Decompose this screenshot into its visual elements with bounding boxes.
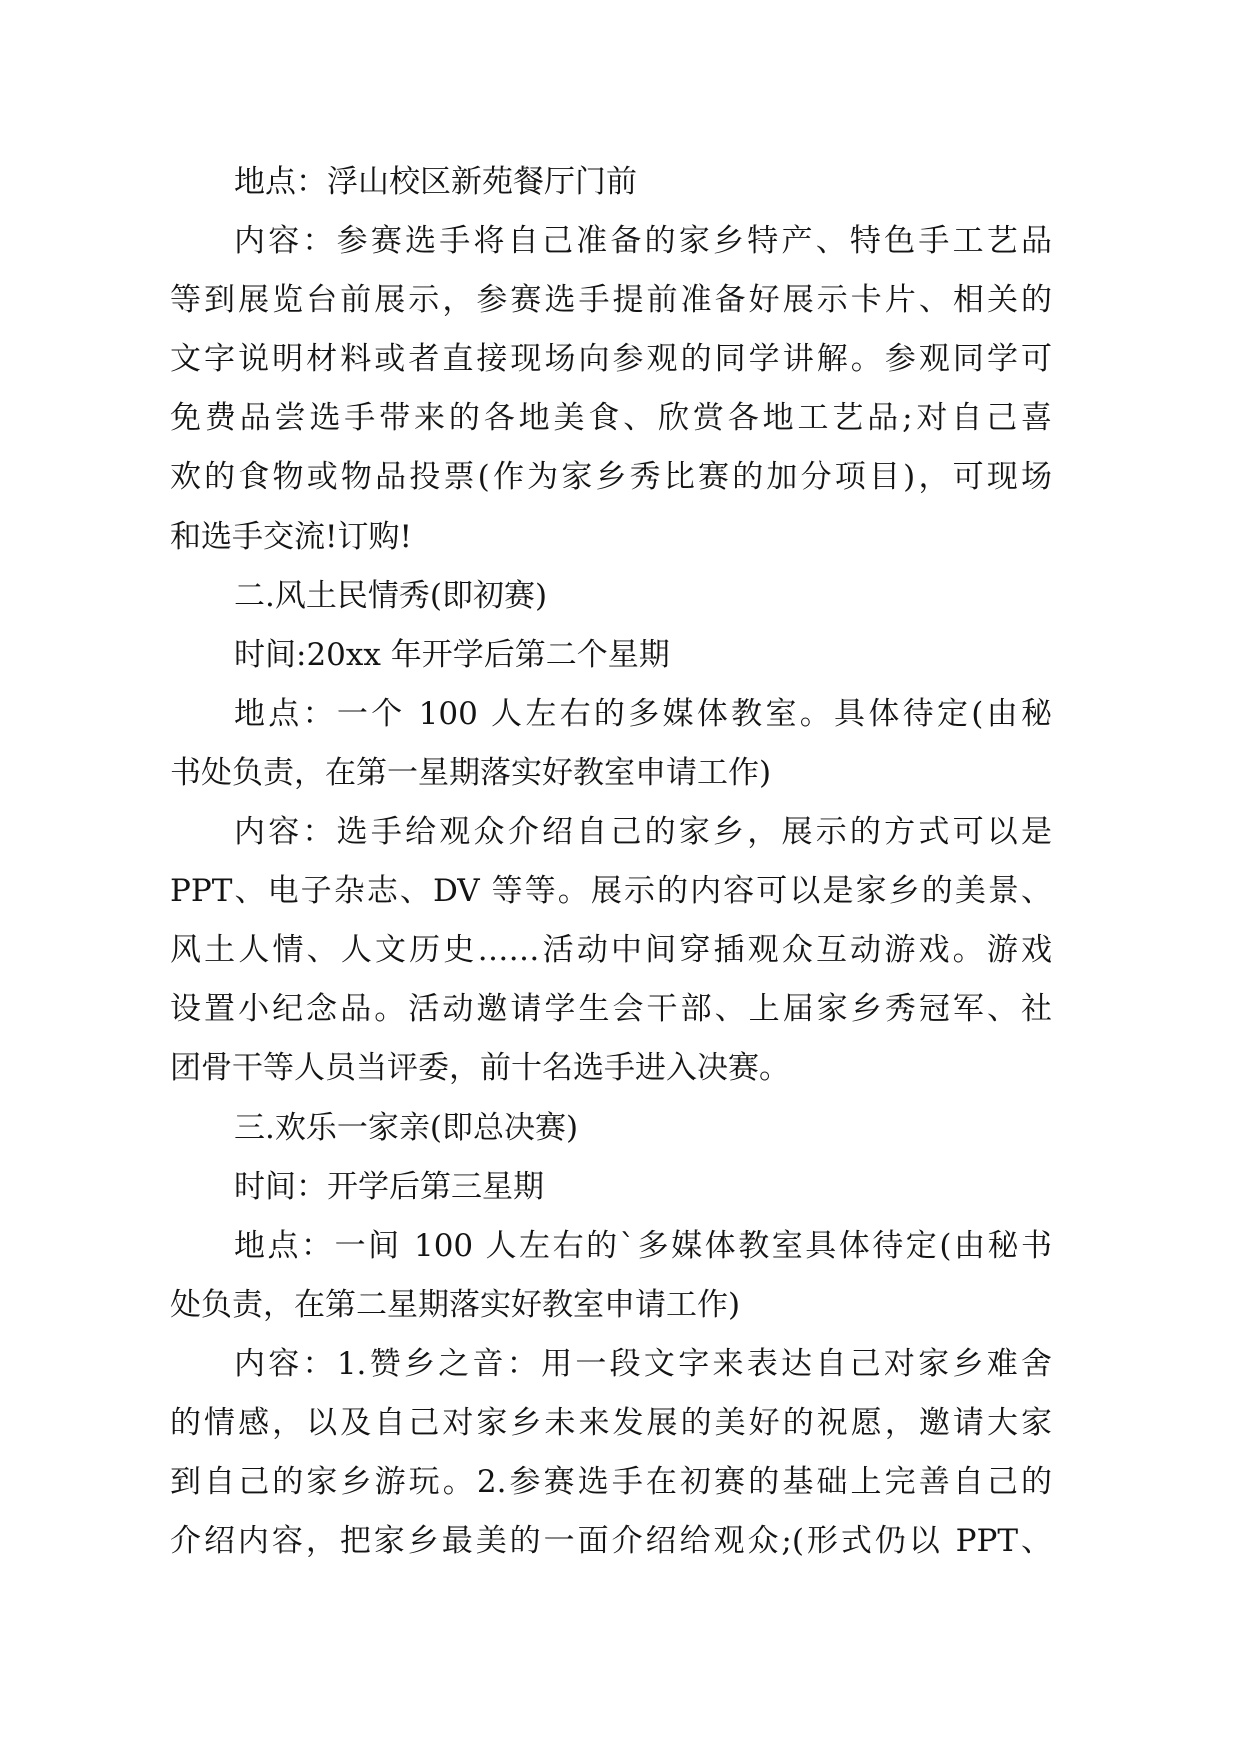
text-line: 风土人情、人文历史……活动中间穿插观众互动游戏。游戏 bbox=[170, 932, 1052, 969]
text-line: 地点：一个 100 人左右的多媒体教室。具体待定(由秘 bbox=[234, 695, 1052, 732]
text-line: 等到展览台前展示，参赛选手提前准备好展示卡片、相关的 bbox=[170, 282, 1052, 319]
text-line: 时间：开学后第三星期 bbox=[234, 1168, 544, 1205]
text-line: 地点：浮山校区新苑餐厅门前 bbox=[234, 164, 637, 200]
text-line: 内容：1.赞乡之音：用一段文字来表达自己对家乡难舍 bbox=[234, 1345, 1052, 1382]
paragraph bbox=[170, 567, 1052, 626]
text-line: 内容：参赛选手将自己准备的家乡特产、特色手工艺品 bbox=[234, 223, 1052, 260]
document-body bbox=[170, 153, 1052, 1571]
text-line: 内容：选手给观众介绍自己的家乡，展示的方式可以是 bbox=[234, 814, 1052, 851]
paragraph bbox=[170, 212, 1052, 567]
text-line: 地点：一间 100 人左右的`多媒体教室具体待定(由秘书 bbox=[234, 1227, 1052, 1264]
paragraph bbox=[170, 1335, 1052, 1571]
text-line: 免费品尝选手带来的各地美食、欣赏各地工艺品;对自己喜 bbox=[170, 400, 1052, 437]
text-line: PPT、电子杂志、DV 等等。展示的内容可以是家乡的美景、 bbox=[170, 873, 1052, 910]
text-line: 二.风土民情秀(即初赛) bbox=[234, 577, 548, 614]
paragraph bbox=[170, 803, 1052, 1098]
paragraph bbox=[170, 626, 1052, 685]
text-line: 到自己的家乡游玩。2.参赛选手在初赛的基础上完善自己的 bbox=[170, 1464, 1052, 1501]
text-line: 处负责，在第二星期落实好教室申请工作) bbox=[170, 1286, 741, 1323]
paragraph bbox=[170, 685, 1052, 803]
text-line: 设置小纪念品。活动邀请学生会干部、上届家乡秀冠军、社 bbox=[170, 991, 1052, 1028]
text-line: 和选手交流!订购! bbox=[170, 518, 412, 555]
text-line: 书处负责，在第一星期落实好教室申请工作) bbox=[170, 754, 772, 791]
paragraph bbox=[170, 1158, 1052, 1217]
text-line: 文字说明材料或者直接现场向参观的同学讲解。参观同学可 bbox=[170, 341, 1052, 378]
text-line: 团骨干等人员当评委，前十名选手进入决赛。 bbox=[170, 1050, 790, 1087]
paragraph bbox=[170, 1217, 1052, 1335]
paragraph bbox=[170, 153, 1052, 212]
text-line: 介绍内容，把家乡最美的一面介绍给观众;(形式仍以 PPT、 bbox=[170, 1523, 1052, 1560]
paragraph bbox=[170, 1099, 1052, 1158]
text-line: 的情感，以及自己对家乡未来发展的美好的祝愿，邀请大家 bbox=[170, 1404, 1052, 1441]
text-line: 三.欢乐一家亲(即总决赛) bbox=[234, 1109, 579, 1146]
text-line: 时间:20xx 年开学后第二个星期 bbox=[234, 636, 670, 673]
text-line: 欢的食物或物品投票(作为家乡秀比赛的加分项目)，可现场 bbox=[170, 459, 1052, 496]
